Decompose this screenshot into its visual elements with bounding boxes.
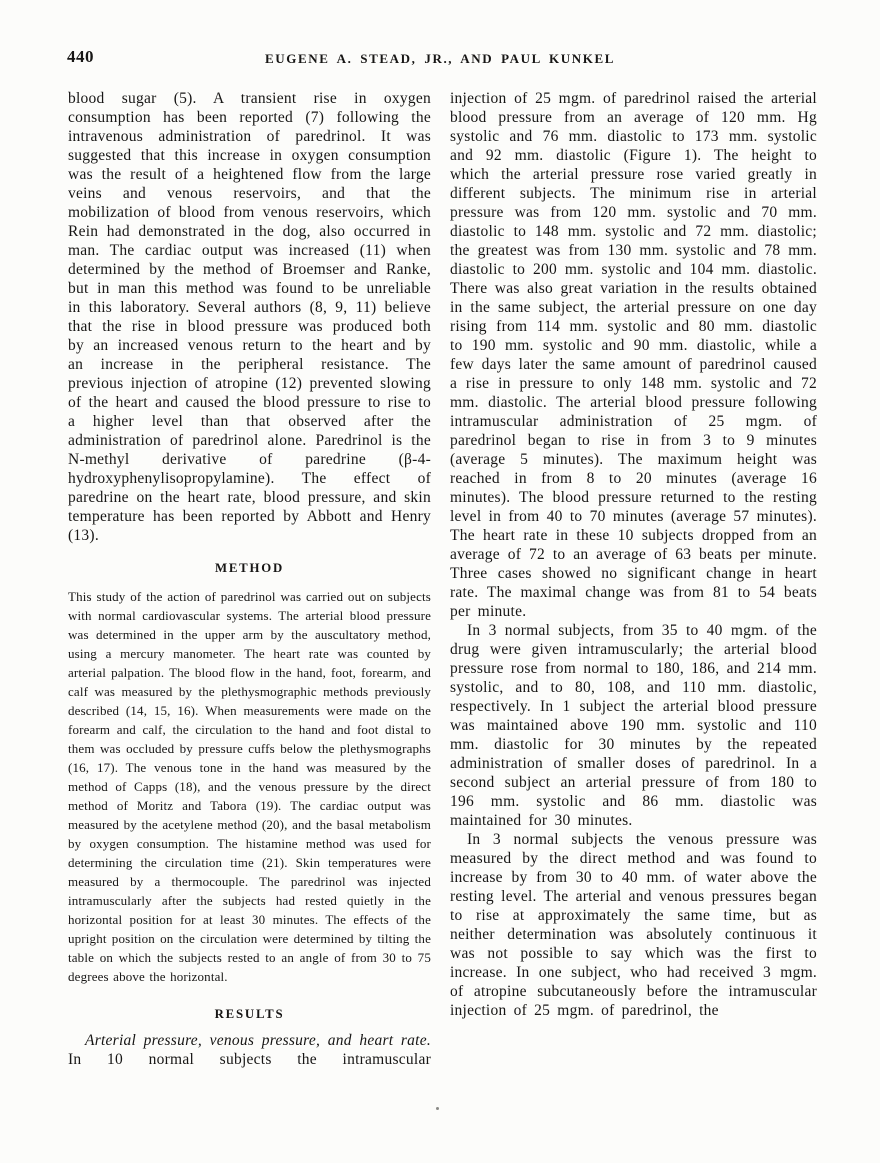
running-head: EUGENE A. STEAD, JR., AND PAUL KUNKEL <box>264 51 615 66</box>
method-paragraph: This study of the action of paredrinol was carried out on subjects with normal cardiovascular systems. The arterial blood pressure was determined in the upper arm by the auscultatory method, using a mercury manometer. The heart rate was counted by arterial palpation. The blood flow in the hand, foot, forearm, and calf was measured by the plethysmographic methods previously described (14, 15, 16). When measurements were made on the forearm and calf, the circulation to the hand and foot distal to them was occluded by pressure cuffs below the plethysmographs (16, 17). The venous tone in the hand was measured by the method of Capps (18), and the venous pressure by the direct method of Moritz and Tabora (19). The cardiac output was measured by the acetylene method (20), and the basal metabolism by oxygen consumption. The histamine method was used for determining the circulation time (21). Skin temperatures were measured by a thermocouple. The paredrinol was injected intramuscularly after the subjects had rested quietly in the horizontal position for at least 30 minutes. The effects of the upright position on the circulation were determined by tilting the table on which the subjects rested to an angle of from 30 to 75 degrees above the horizontal. <box>68 589 431 984</box>
results-lead-italic-phrase: Arterial pressure, venous pressure, and heart rate. <box>85 1032 431 1049</box>
right-column <box>450 89 817 1020</box>
results-lead-paragraph <box>68 1031 431 1069</box>
results-section-heading: RESULTS <box>214 1007 285 1021</box>
results-paragraph-1: injection of 25 mgm. of paredrinol raised the arterial blood pressure from an average of 120 mm. Hg systolic and 76 mm. diastolic to 173 mm. systolic and 92 mm. diastolic (Figure 1). The height to which the arterial pressure rose varied greatly in different subjects. The minimum rise in arterial pressure was from 120 mm. systolic and 70 mm. diastolic to 148 mm. systolic and 72 mm. diastolic; the greatest was from 130 mm. systolic and 78 mm. diastolic to 200 mm. systolic and 104 mm. diastolic. There was also great variation in the results obtained in the same subject, the arterial pressure on one day rising from 114 mm. systolic and 80 mm. diastolic to 190 mm. systolic and 90 mm. diastolic, while a few days later the same amount of paredrinol caused a rise in pressure to only 148 mm. systolic and 72 mm. diastolic. The arterial blood pressure following intramuscular administration of 25 mgm. of paredrinol began to rise in from 3 to 9 minutes (average 5 minutes). The maximum height was reached in from 8 to 20 minutes (average 16 minutes). The blood pressure returned to the resting level in from 40 to 70 minutes (average 57 minutes). The heart rate in these 10 subjects dropped from an average of 72 to an average of 63 beats per minute. Three cases showed no significant change in heart rate. The maximal change was from 81 to 54 beats per minute. <box>450 90 817 620</box>
intro-continuation-paragraph: blood sugar (5). A transient rise in oxygen consumption has been reported (7) following the intravenous administration of paredrinol. It was suggested that this increase in oxygen consumption was the result of a heightened flow from the large veins and venous reservoirs, and that the mobilization of blood from venous reservoirs, which Rein had demonstrated in the dog, also occurred in man. The cardiac output was increased (11) when determined by the method of Broemser and Ranke, but in man this method was found to be unreliable in this laboratory. Several authors (8, 9, 11) believe that the rise in blood pressure was produced both by an increased venous return to the heart and by an increase in the peripheral resistance. The previous injection of atropine (12) prevented slowing of the heart and caused the blood pressure to rise to a higher level than that observed after the administration of paredrinol alone. Paredrinol is the N-methyl derivative of paredrine (β-4-hydroxyphenylisopropylamine). The effect of paredrine on the heart rate, blood pressure, and skin temperature has been reported by Abbott and Henry (13). <box>68 90 431 544</box>
results-paragraph-3: In 3 normal subjects the venous pressure was measured by the direct method and was found to increase by from 30 to 40 mm. of water above the resting level. The arterial and venous pressures began to rise at approximately the same time, but as neither determination was absolutely continuous it was not possible to say which was the first to increase. In one subject, who had received 3 mgm. of atropine subcutaneously before the intramuscular injection of 25 mgm. of paredrinol, the <box>450 831 817 1019</box>
results-lead-text: In 10 normal subjects the intramuscular <box>68 1051 431 1068</box>
scan-speck-artifact <box>436 1107 439 1110</box>
method-section-heading: METHOD <box>214 561 285 575</box>
left-column <box>68 89 431 1069</box>
results-paragraph-2: In 3 normal subjects, from 35 to 40 mgm. of the drug were given intramuscularly; the arterial blood pressure rose from normal to 180, 186, and 214 mm. systolic, and to 80, 108, and 110 mm. diastolic, respectively. In 1 subject the arterial blood pressure was maintained above 190 mm. systolic and 110 mm. diastolic for 30 minutes by the repeated administration of smaller doses of paredrinol. In a second subject an arterial pressure of from 180 to 196 mm. systolic and 86 mm. diastolic was maintained for 30 minutes. <box>450 622 817 829</box>
page-number: 440 <box>67 47 94 66</box>
